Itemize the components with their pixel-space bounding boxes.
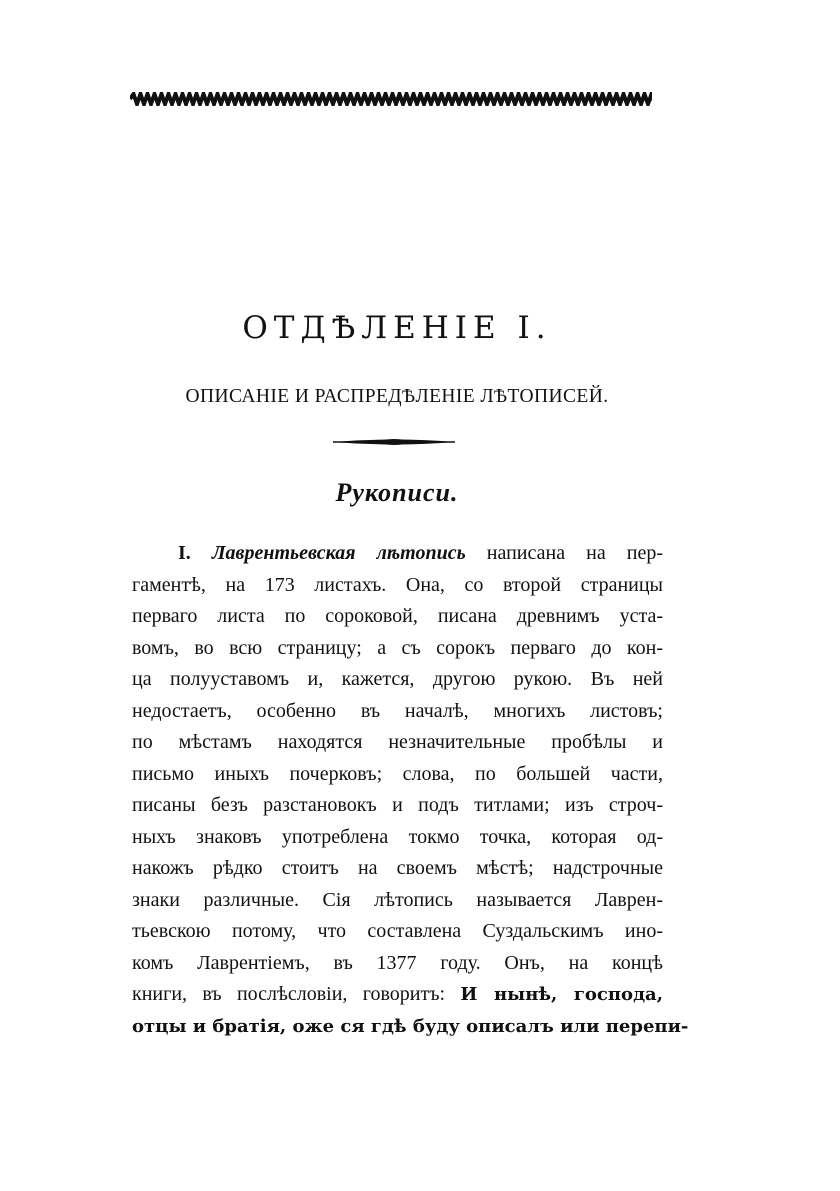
text-line: ца полууставомъ и, кажется, другою рукою. Въ ней	[132, 668, 663, 690]
text-line: вомъ, во всю страницу; а съ сорокъ перваго до кон-	[132, 636, 663, 659]
swelled-rule-divider	[333, 436, 455, 448]
body-paragraph	[132, 538, 689, 1042]
text-line	[132, 979, 663, 1011]
text-line: письмо иныхъ почерковъ; слова, по большей части,	[132, 762, 663, 785]
text-line: накожъ рѣдко стоитъ на своемъ мѣстѣ; надстрочные	[132, 857, 663, 879]
text-line	[132, 1011, 689, 1043]
line-text: книги, въ послѣсловіи, говоритъ:	[132, 983, 461, 1005]
text-line: комъ Лаврентіемъ, въ 1377 году. Онъ, на концѣ	[132, 951, 663, 974]
wavy-ornament-icon	[130, 92, 652, 106]
line-number: I.	[178, 542, 212, 564]
subsection-heading: Рукописи.	[335, 478, 459, 507]
italic-title: Лаврентьевская лѣтопись	[211, 542, 466, 564]
section-title: ОТДѢЛЕНІЕ I.	[242, 310, 552, 346]
line-text: написана на пер-	[465, 542, 663, 564]
text-line: по мѣстамъ находятся незначительные пробѣлы и	[132, 731, 663, 753]
text-line: писаны безъ разстановокъ и подъ титлами; изъ строч-	[132, 794, 663, 816]
text-line: гаментѣ, на 173 листахъ. Она, со второй страницы	[132, 573, 663, 596]
text-line: ныхъ знаковъ употреблена токмо точка, которая од-	[132, 825, 663, 848]
text-line: тьевскою потому, что составлена Суздальскимъ ино-	[132, 920, 663, 942]
slavonic-quote: отцы и братія, оже ся гдѣ буду описалъ или перепи-	[132, 1015, 689, 1037]
text-line	[132, 538, 663, 570]
section-subtitle: ОПИСАНІЕ И РАСПРЕДѢЛЕНІЕ ЛѢТОПИСЕЙ.	[185, 386, 609, 407]
text-line: недостаетъ, особенно въ началѣ, многихъ листовъ;	[132, 699, 663, 722]
text-line: знаки различные. Сія лѣтопись называется Лаврен-	[132, 888, 663, 911]
slavonic-quote: И нынѣ, господа,	[460, 984, 663, 1005]
text-line: перваго листа по сороковой, писана древнимъ уста-	[132, 605, 663, 627]
